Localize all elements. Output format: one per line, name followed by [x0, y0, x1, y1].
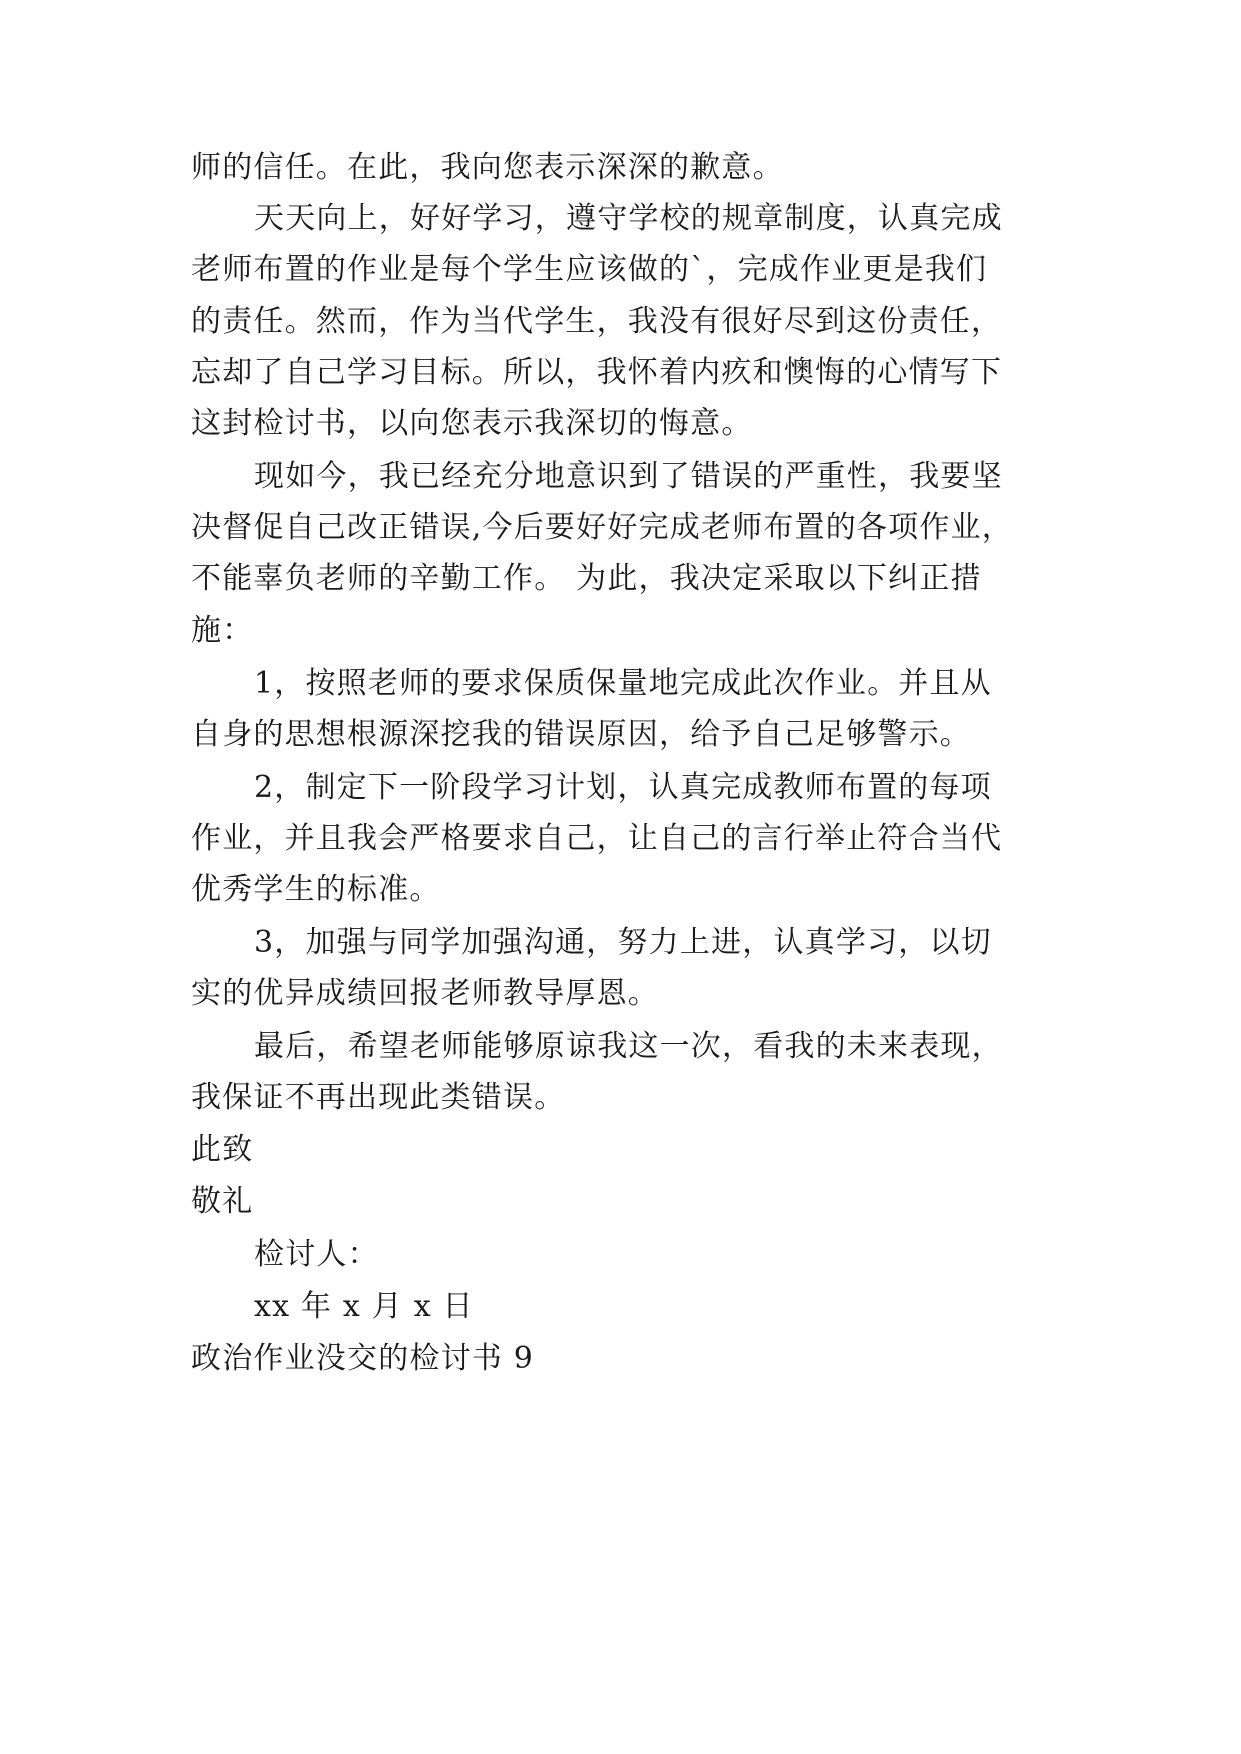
text-line: 这封检讨书，以向您表示我深切的悔意。: [191, 406, 753, 441]
paragraph-first-line: 天天向上，好好学习，遵守学校的规章制度，认真完成: [254, 201, 1003, 236]
next-document-title: 政治作业没交的检讨书 9: [191, 1341, 535, 1376]
paragraph-first-line: 最后，希望老师能够原谅我这一次，看我的未来表现，: [254, 1029, 1003, 1064]
list-item-1: 1，按照老师的要求保质保量地完成此次作业。并且从: [254, 666, 992, 701]
list-item-3: 3，加强与同学加强沟通，努力上进，认真学习，以切: [254, 925, 992, 960]
closing-salutation: 此致: [191, 1132, 254, 1167]
signature-label: 检讨人：: [254, 1237, 379, 1272]
text-line: 不能辜负老师的辛勤工作。 为此，我决定采取以下纠正措: [191, 561, 982, 596]
text-line: 我保证不再出现此类错误。: [191, 1080, 566, 1115]
paragraph-first-line: 现如今，我已经充分地意识到了错误的严重性，我要坚: [254, 459, 1003, 494]
text-line: 施：: [191, 613, 254, 648]
text-line: 实的优异成绩回报老师教导厚恩。: [191, 976, 659, 1011]
text-line: 的责任。然而，作为当代学生，我没有很好尽到这份责任，: [191, 304, 1003, 339]
text-line: 师的信任。在此，我向您表示深深的歉意。: [191, 150, 784, 185]
date-line: xx 年 x 月 x 日: [254, 1289, 474, 1324]
text-line: 优秀学生的标准。: [191, 872, 441, 907]
text-line: 决督促自己改正错误,今后要好好完成老师布置的各项作业，: [191, 510, 1013, 545]
text-line: 忘却了自己学习目标。所以，我怀着内疚和懊悔的心情写下: [191, 355, 1003, 390]
list-item-2: 2，制定下一阶段学习计划，认真完成教师布置的每项: [254, 770, 992, 805]
text-line: 自身的思想根源深挖我的错误原因，给予自己足够警示。: [191, 717, 971, 752]
closing-regards: 敬礼: [191, 1184, 254, 1219]
text-line: 老师布置的作业是每个学生应该做的`，完成作业更是我们: [191, 252, 988, 287]
text-line: 作业，并且我会严格要求自己，让自己的言行举止符合当代: [191, 821, 1003, 856]
